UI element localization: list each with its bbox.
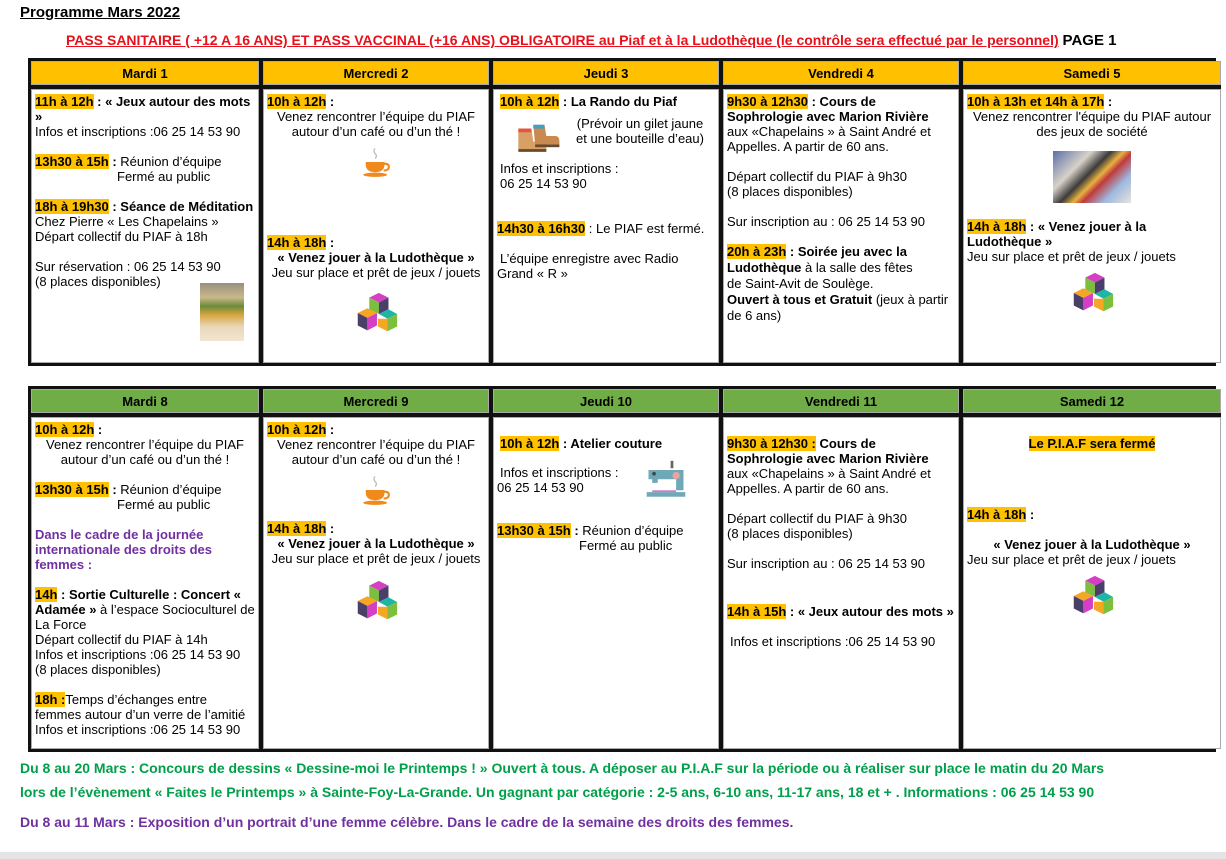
event-info: Fermé au public bbox=[579, 538, 673, 553]
separator: : bbox=[94, 422, 103, 437]
event-title: Réunion d’équipe bbox=[120, 154, 222, 169]
event-title: Cours de Sophrologie avec Marion Rivière bbox=[727, 436, 929, 466]
event-title: « Venez jouer à la Ludothèque » bbox=[993, 537, 1191, 552]
meditation-hall-photo bbox=[200, 283, 244, 341]
event-info: Infos et inscriptions : bbox=[500, 161, 619, 176]
closed-notice: Le P.I.A.F sera fermé bbox=[1028, 436, 1156, 451]
day-header: Vendredi 4 bbox=[723, 61, 959, 85]
game-cubes-icon bbox=[352, 290, 400, 338]
day-header: Samedi 12 bbox=[963, 389, 1221, 413]
day-column-vendredi-4 bbox=[723, 61, 959, 363]
event-info: et une bouteille d’eau) bbox=[576, 131, 704, 146]
event-info: (jeux à partir de 6 ans) bbox=[727, 292, 949, 323]
time-badge: 13h30 à 15h bbox=[497, 523, 571, 538]
exhibition-notice: Du 8 au 11 Mars : Exposition d’un portrait d’une femme célèbre. Dans le cadre de la semaine des droits des femmes. bbox=[20, 814, 794, 830]
event-info: Départ collectif du PIAF à 9h30 bbox=[727, 169, 907, 184]
day-column-mardi-1 bbox=[31, 61, 259, 363]
separator: : bbox=[108, 154, 121, 169]
game-cubes-icon bbox=[352, 578, 400, 626]
event-info: à la salle des fêtes bbox=[801, 260, 913, 275]
event-info: à l’espace Socioculturel de La Force bbox=[35, 602, 255, 632]
time-badge: 14h à 18h bbox=[267, 521, 327, 536]
event-info: Infos et inscriptions :06 25 14 53 90 bbox=[35, 722, 241, 737]
separator: : bbox=[108, 482, 121, 497]
event-title: : Atelier couture bbox=[559, 436, 663, 451]
event-info: Fermé au public bbox=[117, 497, 211, 512]
time-badge: 14h30 à 16h30 bbox=[497, 221, 586, 236]
day-body bbox=[723, 417, 959, 749]
day-body bbox=[963, 417, 1221, 749]
event-info: (8 places disponibles) bbox=[35, 662, 161, 677]
event-info: (8 places disponibles) bbox=[727, 184, 853, 199]
time-badge: 13h30 à 15h bbox=[35, 482, 109, 497]
event-info: Jeu sur place et prêt de jeux / jouets bbox=[967, 552, 1176, 567]
week-2-table bbox=[28, 386, 1216, 752]
event-info: aux «Chapelains » à Saint André et Appelles. A partir de 60 ans. bbox=[727, 124, 931, 154]
event-info: Infos et inscriptions : bbox=[500, 465, 619, 480]
page-bottom-bar bbox=[0, 852, 1226, 859]
time-badge: 18h : bbox=[35, 692, 66, 707]
day-column-jeudi-3 bbox=[493, 61, 719, 363]
time-badge: 10h à 13h et 14h à 17h bbox=[967, 94, 1105, 109]
event-info: Départ collectif du PIAF à 18h bbox=[35, 229, 208, 244]
event-info: Jeu sur place et prêt de jeux / jouets bbox=[271, 551, 481, 566]
day-body bbox=[493, 89, 719, 363]
day-body bbox=[723, 89, 959, 363]
event-info: Chez Pierre « Les Chapelains » bbox=[35, 214, 219, 229]
day-header: Samedi 5 bbox=[963, 61, 1221, 85]
event-title: : Soirée jeu avec la Ludothèque bbox=[727, 244, 907, 275]
time-badge: 13h30 à 15h bbox=[35, 154, 109, 169]
coffee-cup-icon bbox=[359, 473, 393, 507]
game-cubes-icon bbox=[1068, 573, 1116, 621]
time-badge: 20h à 23h bbox=[727, 244, 787, 259]
time-badge: 14h à 15h bbox=[727, 604, 787, 619]
event-info: 06 25 14 53 90 bbox=[497, 480, 584, 495]
event-title: Réunion d’équipe bbox=[120, 482, 222, 497]
event-title: : « Jeux autour des mots » bbox=[786, 604, 954, 619]
day-body bbox=[263, 417, 489, 749]
event-info: L’équipe enregistre avec Radio bbox=[500, 251, 679, 266]
day-body bbox=[263, 89, 489, 363]
event-info: (Prévoir un gilet jaune bbox=[576, 116, 704, 131]
day-header: Mardi 8 bbox=[31, 389, 259, 413]
event-info: Sur inscription au : 06 25 14 53 90 bbox=[727, 556, 926, 571]
event-title: « Venez jouer à la Ludothèque » bbox=[277, 536, 475, 551]
event-info: Sur réservation : 06 25 14 53 90 bbox=[35, 259, 221, 274]
event-title: : « Jeux autour des mots » bbox=[35, 94, 251, 124]
event-info: autour d’un café ou d’un thé ! bbox=[291, 452, 461, 467]
day-header: Mercredi 2 bbox=[263, 61, 489, 85]
event-info: Jeu sur place et prêt de jeux / jouets bbox=[271, 265, 481, 280]
event-info: Départ collectif du PIAF à 14h bbox=[35, 632, 208, 647]
event-highlight: Ouvert à tous et Gratuit bbox=[727, 292, 873, 307]
event-info: Venez rencontrer l’équipe du PIAF bbox=[45, 437, 244, 452]
day-body bbox=[493, 417, 719, 749]
separator: : bbox=[326, 521, 335, 536]
event-info: Fermé au public bbox=[117, 169, 211, 184]
event-title: : La Rando du Piaf bbox=[559, 94, 677, 109]
day-body bbox=[31, 89, 259, 363]
day-column-samedi-12 bbox=[963, 389, 1221, 749]
day-column-mardi-8 bbox=[31, 389, 259, 749]
event-title: : Séance de Méditation bbox=[108, 199, 254, 214]
event-info: Sur inscription au : 06 25 14 53 90 bbox=[727, 214, 926, 229]
event-info: Infos et inscriptions :06 25 14 53 90 bbox=[35, 124, 241, 139]
time-badge: 14h à 18h bbox=[267, 235, 327, 250]
hiking-boots-icon bbox=[509, 117, 565, 155]
health-pass-notice bbox=[66, 32, 1116, 49]
notice-text: PASS SANITAIRE ( +12 A 16 ANS) ET PASS VACCINAL (+16 ANS) OBLIGATOIRE au Piaf et à la Ludothèque (le contrôle sera effectué par le personnel) bbox=[66, 32, 1059, 48]
day-header: Vendredi 11 bbox=[723, 389, 959, 413]
day-column-mercredi-9 bbox=[263, 389, 489, 749]
separator: : bbox=[1026, 507, 1035, 522]
day-header: Jeudi 3 bbox=[493, 61, 719, 85]
coffee-cup-icon bbox=[359, 145, 393, 179]
separator: : bbox=[326, 235, 335, 250]
event-info: 06 25 14 53 90 bbox=[500, 176, 587, 191]
event-title: « Venez jouer à la Ludothèque » bbox=[277, 250, 475, 265]
time-badge: 10h à 12h bbox=[267, 422, 327, 437]
time-badge: 10h à 12h bbox=[500, 94, 560, 109]
event-info: (8 places disponibles) bbox=[35, 274, 161, 289]
separator: : bbox=[1104, 94, 1113, 109]
day-body bbox=[963, 89, 1221, 363]
event-title: : Le PIAF est fermé. bbox=[585, 221, 705, 236]
event-title: : Cours de Sophrologie avec Marion Rivière bbox=[727, 94, 929, 124]
event-info: (8 places disponibles) bbox=[727, 526, 853, 541]
event-info: Infos et inscriptions :06 25 14 53 90 bbox=[35, 647, 241, 662]
event-title: : Sortie Culturelle : Concert « Adamée » bbox=[35, 587, 241, 617]
sewing-machine-icon bbox=[643, 459, 689, 505]
day-header: Jeudi 10 bbox=[493, 389, 719, 413]
event-title: Réunion d’équipe bbox=[582, 523, 684, 538]
game-cubes-icon bbox=[1068, 270, 1116, 318]
event-info: autour d’un café ou d’un thé ! bbox=[60, 452, 230, 467]
event-info: autour d’un café ou d’un thé ! bbox=[291, 124, 461, 139]
time-badge: 9h30 à 12h30 bbox=[727, 94, 808, 109]
time-badge: 14h à 18h bbox=[967, 219, 1027, 234]
contest-line-1: Du 8 au 20 Mars : Concours de dessins « Dessine-moi le Printemps ! » Ouvert à tous. A déposer au P.I.A.F sur la période ou à réaliser sur place le matin du 20 Mars bbox=[20, 760, 1105, 776]
week-1-table bbox=[28, 58, 1216, 366]
contest-line-2: lors de l’évènement « Faites le Printemps » à Sainte-Foy-La-Grande. Un gagnant par catégorie : 2-5 ans, 6-10 ans, 11-17 ans, 18 et + . Informations : 06 25 14 53 90 bbox=[20, 784, 1095, 800]
event-title: : « Venez jouer à la Ludothèque » bbox=[967, 219, 1147, 249]
event-info: de Saint-Avit de Soulège. bbox=[727, 276, 874, 291]
event-info: Venez rencontrer l’équipe du PIAF bbox=[276, 109, 475, 124]
day-column-samedi-5 bbox=[963, 61, 1221, 363]
time-badge: 14h bbox=[35, 587, 58, 602]
time-badge: 9h30 à 12h30 : bbox=[727, 436, 816, 451]
event-info: Départ collectif du PIAF à 9h30 bbox=[727, 511, 907, 526]
event-info: Venez rencontrer l'équipe du PIAF autour des jeux de société bbox=[972, 109, 1212, 139]
page-label: PAGE 1 bbox=[1062, 32, 1117, 49]
document-title: Programme Mars 2022 bbox=[20, 4, 181, 21]
drawing-contest-notice bbox=[20, 756, 1220, 804]
event-info: aux «Chapelains » à Saint André et Appelles. A partir de 60 ans. bbox=[727, 466, 931, 496]
time-badge: 10h à 12h bbox=[35, 422, 95, 437]
board-games-photo bbox=[1053, 151, 1131, 203]
separator: : bbox=[570, 523, 583, 538]
womens-day-note: Dans le cadre de la journée internationale des droits des femmes : bbox=[35, 527, 212, 572]
event-info: Venez rencontrer l’équipe du PIAF bbox=[276, 437, 475, 452]
event-info: Jeu sur place et prêt de jeux / jouets bbox=[967, 249, 1176, 264]
separator: : bbox=[326, 422, 335, 437]
event-info: Grand « R » bbox=[497, 266, 568, 281]
time-badge: 14h à 18h bbox=[967, 507, 1027, 522]
day-column-vendredi-11 bbox=[723, 389, 959, 749]
separator: : bbox=[326, 94, 335, 109]
day-column-mercredi-2 bbox=[263, 61, 489, 363]
time-badge: 10h à 12h bbox=[500, 436, 560, 451]
time-badge: 11h à 12h bbox=[35, 94, 94, 109]
event-info: Infos et inscriptions :06 25 14 53 90 bbox=[730, 634, 936, 649]
day-header: Mercredi 9 bbox=[263, 389, 489, 413]
day-column-jeudi-10 bbox=[493, 389, 719, 749]
time-badge: 10h à 12h bbox=[267, 94, 327, 109]
time-badge: 18h à 19h30 bbox=[35, 199, 109, 214]
day-body bbox=[31, 417, 259, 749]
day-header: Mardi 1 bbox=[31, 61, 259, 85]
event-title: Temps d’échanges entre femmes autour d’un verre de l’amitié bbox=[35, 692, 246, 722]
